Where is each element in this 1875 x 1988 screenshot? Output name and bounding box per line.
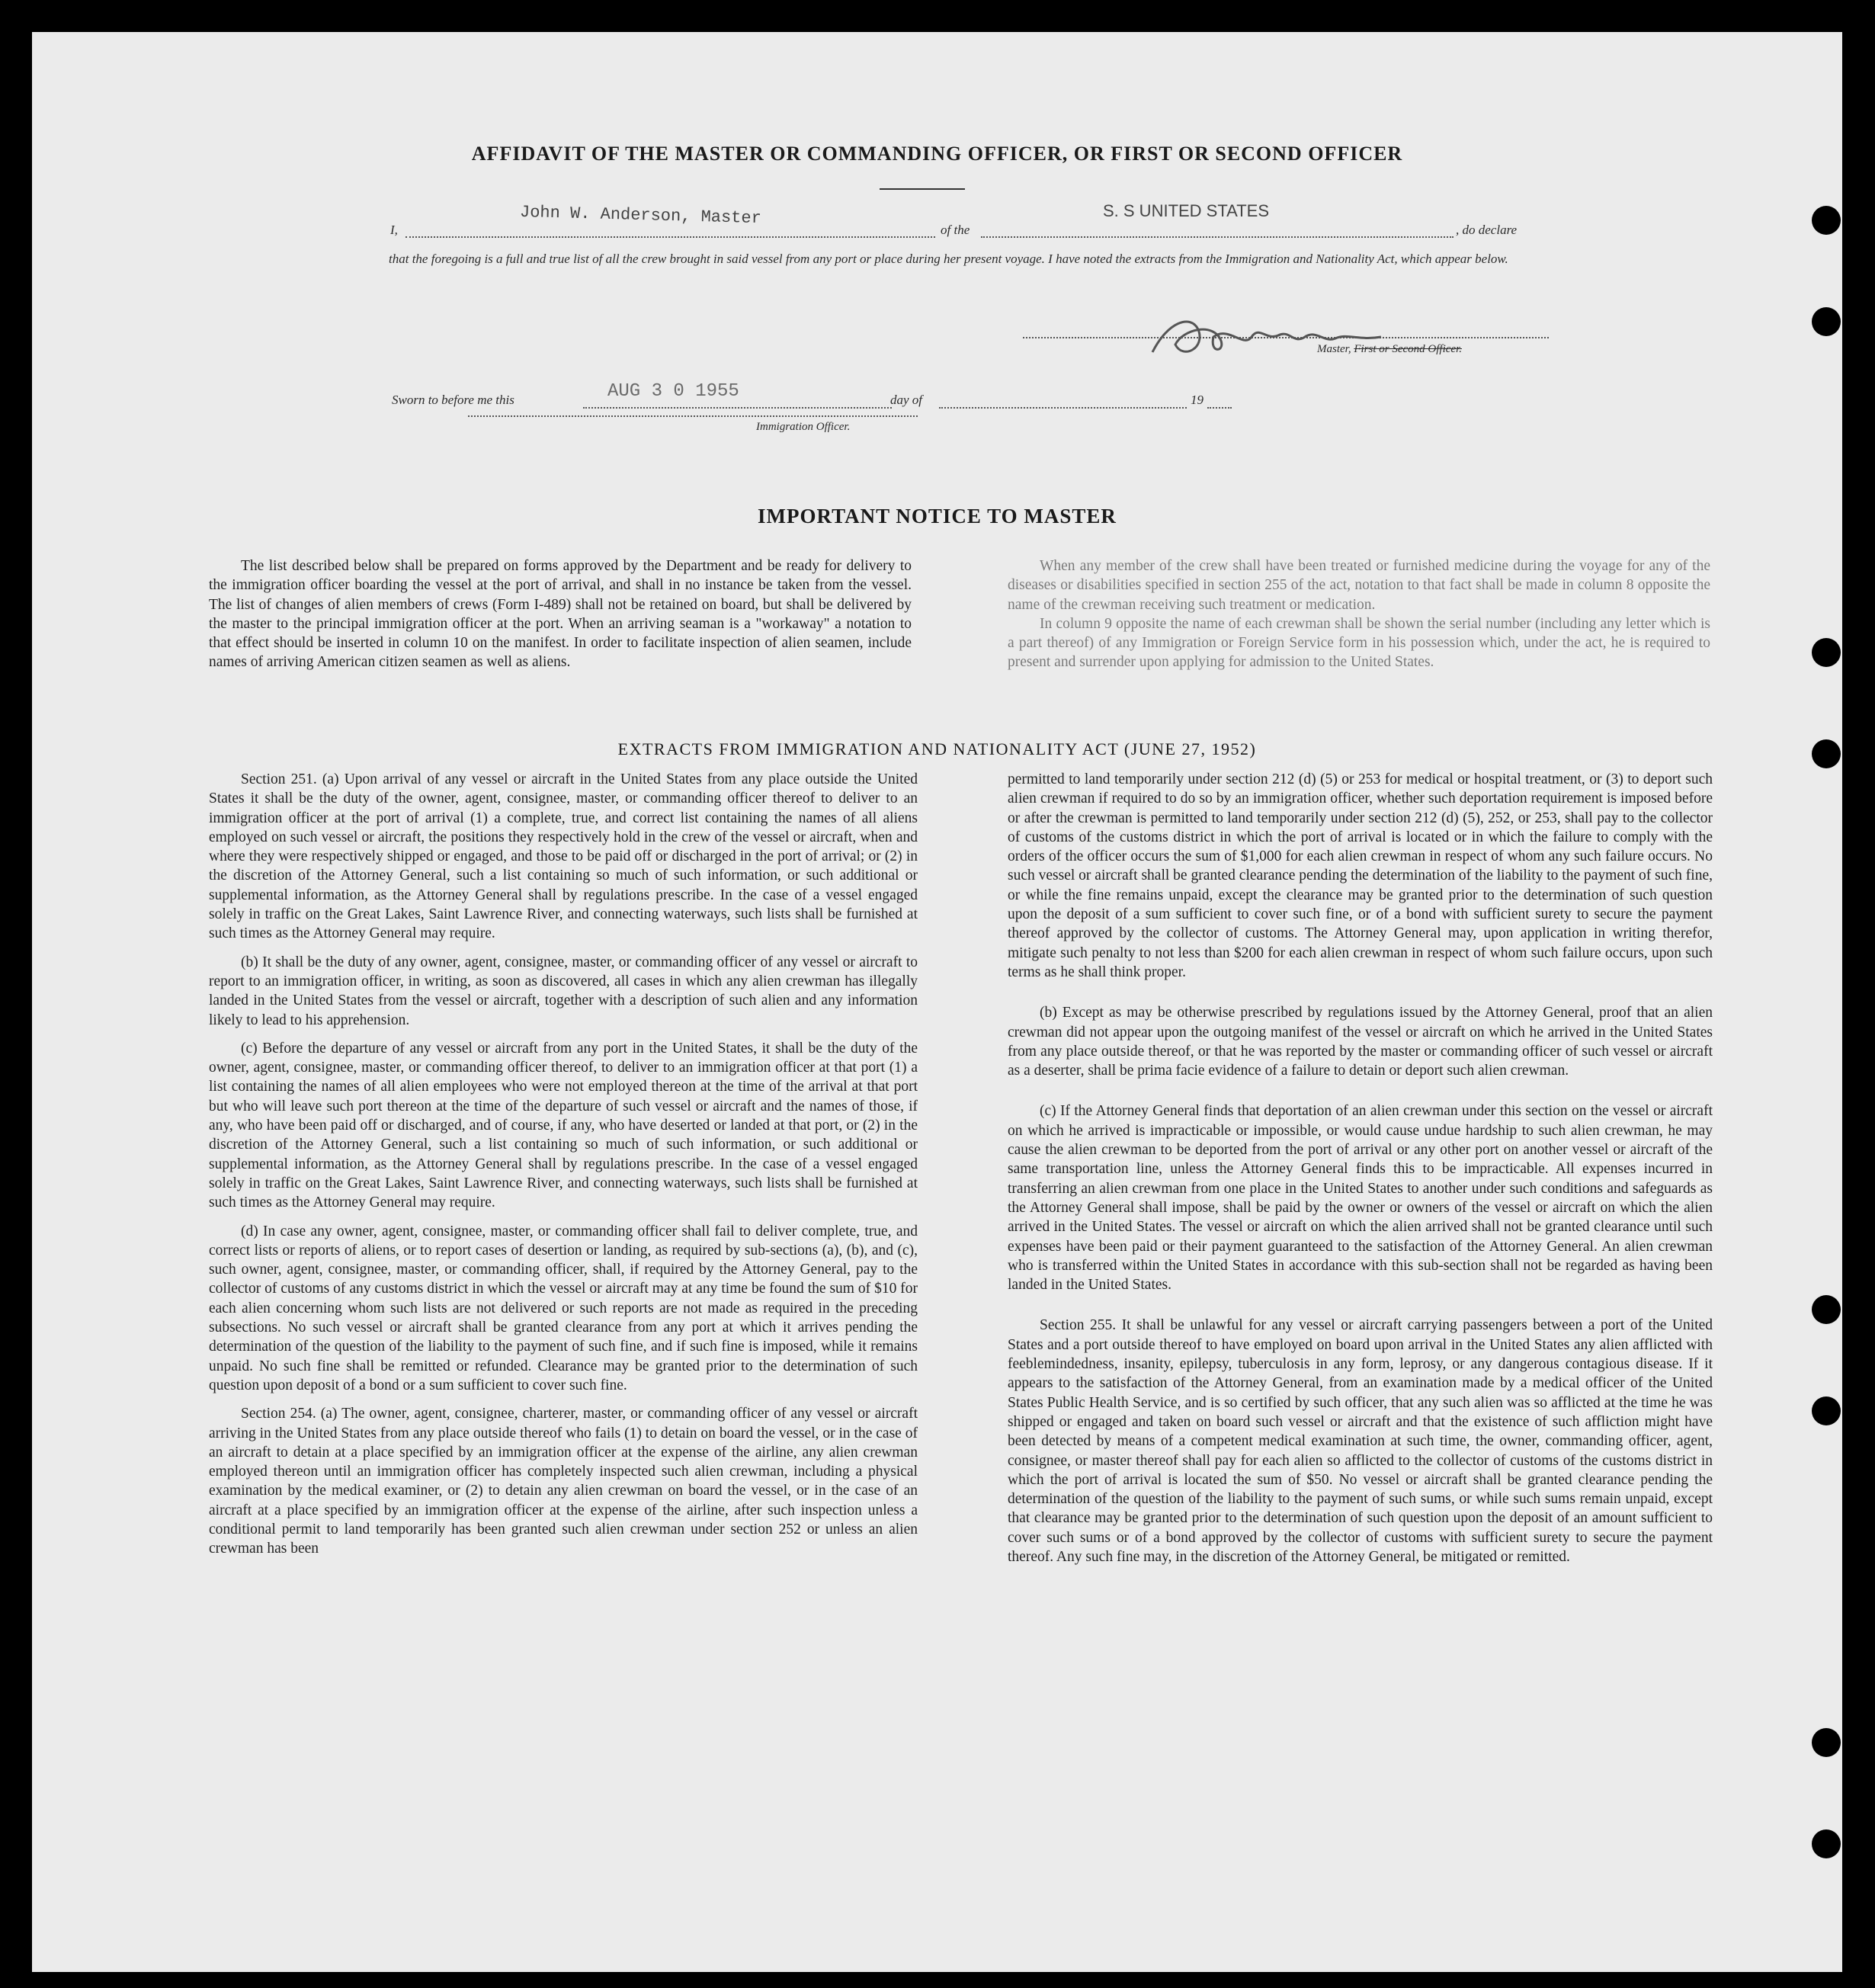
sworn-prefix: Sworn to before me this — [392, 393, 514, 407]
sworn-year-line — [1207, 407, 1232, 409]
notice-right-text-2: In column 9 opposite the name of each crewman shall be shown the serial number (including any letter which is a part thereof) of any Immigration or Foreign Service form in his possession which, under the act, he is required to present and surrender upon applying for admission to the United States. — [1008, 615, 1710, 671]
caption-master: Master, — [1317, 343, 1351, 355]
line1-suffix: , do declare — [1456, 223, 1518, 237]
extracts-left-column — [209, 770, 918, 1568]
declaration-text: that the foregoing is a full and true list of all the crew brought in said vessel from any port or place during her present voyage. I have noted the extracts from the Immigration and Nationality Act, which appear below. — [389, 252, 1508, 266]
name-blank-line — [405, 236, 935, 238]
notice-right-text-1: When any member of the crew shall have been treated or furnished medicine during the voyage for any of the diseases or disabilities specified in section 255 of the act, notation to that fact shall be made in column 8 opposite the name of the crewman receiving such treatment or medication. — [1008, 558, 1710, 613]
title-rule — [880, 188, 965, 190]
binder-hole — [1812, 638, 1841, 667]
sworn-date-stamp: AUG 3 0 1955 — [607, 381, 739, 402]
notice-right-column — [1008, 556, 1710, 681]
binder-hole — [1812, 1829, 1841, 1858]
notice-left-column — [209, 556, 912, 681]
section-254b: (b) Except as may be otherwise prescribed by regulations issued by the Attorney General, proof that an alien crewman did not appear upon the outgoing manifest of the vessel or aircraft on which he arrived in the United States from any place outside thereof, or that he was reported by the master or commanding officer of such vessel or aircraft as a deserter, shall be prima facie evidence of a failure to detain or deport such alien crewman. — [1008, 1005, 1713, 1079]
sworn-date-line — [583, 407, 892, 409]
binder-hole — [1812, 1295, 1841, 1324]
officer-caption: Immigration Officer. — [756, 421, 851, 433]
section-254c: (c) If the Attorney General finds that deportation of an alien crewman under this section on the vessel or aircraft on which he arrived is impracticable or impossible, or would cause undue hardship to such alien crewman, he may cause the alien crewman to be deported from the port of arrival or any other port on another vessel or aircraft of the same transportation line, unless the Attorney General finds this to be impracticable. All expenses incurred in transferring an alien crewman from one place in the United States to another under such conditions and safeguards as the Attorney General shall impose, shall be paid by the owner or owners of the vessel or aircraft on which the alien arrived in the United States. The vessel or aircraft on which the alien arrived shall not be granted clearance until such expenses have been paid or their payment guaranteed to the satisfaction of the Attorney General. An alien crewman who is transferred within the United States in accordance with this sub-section shall not be regarded as having been landed in the United States. — [1008, 1103, 1713, 1294]
section-251c: (c) Before the departure of any vessel or aircraft from any port in the United States, it shall be the duty of the owner, agent, consignee, master, or commanding officer thereof, to deliver to an immigration officer at that port (1) a list containing the names of all alien employees who were not employed thereon at the time of the arrival at that port but who will leave such port thereon at the time of the departure of such vessel or aircraft and the names of those, if any, who have been paid off or discharged, and of course, if any, who have deserted or landed at that port, or (2) in the discretion of the Attorney General, such a list containing so much of such information, or such additional or supplemental information, as the Attorney General shall by regulations prescribe. In the case of a vessel engaged solely in traffic on the Great Lakes, Saint Lawrence River, and connecting waterways, such lists shall be furnished at such times as the Attorney General may require. — [209, 1040, 918, 1211]
line1-prefix: I, — [390, 223, 398, 237]
affidavit-title: AFFIDAVIT OF THE MASTER OR COMMANDING OFFICER, OR FIRST OR SECOND OFFICER — [471, 143, 1403, 165]
notice-left-text: The list described below shall be prepared on forms approved by the Department and be ready for delivery to the immigration officer boarding the vessel at the port of arrival, and shall in no instance be taken from the vessel. The list of changes of alien members of crews (Form I-489) shall not be retained on board, but shall be delivered by the master to the principal immigration officer at the port. When an arriving seaman is a "workaway" a notation to that effect should be inserted in column 10 on the manifest. In order to facilitate inspection of alien seamen, include names of arriving American citizen seamen as well as aliens. — [209, 558, 912, 671]
section-251b: (b) It shall be the duty of any owner, agent, consignee, master, or commanding officer of any vessel or aircraft to report to an immigration officer, in writing, as soon as discovered, all cases in which any alien crewman has illegally landed in the United States from the vessel or aircraft, together with a description of such alien and any information likely to lead to his apprehension. — [209, 954, 918, 1028]
typed-vessel-name: S. S UNITED STATES — [1103, 201, 1269, 220]
line1-mid: of the — [941, 223, 970, 237]
extracts-title: EXTRACTS FROM IMMIGRATION AND NATIONALITY ACT (JUNE 27, 1952) — [617, 739, 1257, 758]
binder-hole — [1812, 206, 1841, 235]
signature-line — [1023, 337, 1549, 338]
section-251a: Section 251. (a) Upon arrival of any vessel or aircraft in the United States from any place outside the United States it shall be the duty of the owner, agent, consignee, master, or commanding officer thereof to deliver to an immigration officer at the port of arrival (1) a complete, true, and correct list containing the names of all aliens employed on such vessel or aircraft, the positions they respectively hold in the crew of the vessel or aircraft, when and where they were respectively shipped or engaged, and those to be paid off or discharged in the port of arrival; or (2) in the discretion of the Attorney General, such a list containing so much of such information, or such additional or supplemental information, as the Attorney General shall by regulations prescribe. In the case of a vessel engaged solely in traffic on the Great Lakes, Saint Lawrence River, and connecting waterways, such lists shall be furnished at such times as the Attorney General may require. — [209, 771, 918, 942]
document-page — [32, 32, 1842, 1972]
sworn-day-of: day of — [890, 393, 923, 407]
caption-struck: First or Second Officer. — [1354, 343, 1462, 355]
section-254a: Section 254. (a) The owner, agent, consignee, charterer, master, or commanding officer of any vessel or aircraft arriving in the United States from any place outside thereof who fails (1) to detain on board the vessel, or in the case of an aircraft to detain at a place specified by an immigration officer at the expense of the airline, any alien crewman employed thereon until an immigration officer has completely inspected such alien crewman, including a physical examination by the medical examiner, or (2) to detain any alien crewman on board the vessel, or in the case of an aircraft at a place specified by an immigration officer at the expense of the airline, after such inspection unless a conditional permit to land temporarily has been granted such alien crewman under section 252 or unless an alien crewman has been — [209, 1406, 918, 1557]
binder-hole — [1812, 307, 1841, 336]
extracts-right-column — [1008, 770, 1713, 1576]
binder-hole — [1812, 1728, 1841, 1757]
vessel-blank-line — [981, 236, 1454, 238]
sworn-month-line — [939, 407, 1187, 409]
binder-hole — [1812, 1396, 1841, 1425]
officer-signature-line — [468, 415, 918, 417]
signature-caption — [1317, 343, 1462, 356]
sworn-year: 19 — [1191, 393, 1204, 407]
typed-master-name: John W. Anderson, Master — [519, 202, 762, 229]
notice-title: IMPORTANT NOTICE TO MASTER — [758, 505, 1117, 527]
section-254a-continued: permitted to land temporarily under section 212 (d) (5) or 253 for medical or hospital treatment, or (3) to deport such alien crewman if required to do so by an immigration officer, whether such deportation requirement is imposed before or after the crewman is permitted to land temporarily under section 212 (d) (5), 252, or 253, shall pay to the collector of customs of the customs district in which the port of arrival is located or in which the failure to comply with the orders of the officer occurs the sum of $1,000 for each alien crewman in respect of whom any such failure occurs. No such vessel or aircraft shall be granted clearance pending the determination of the liability to the payment of such fine, or while the fine remains unpaid, except the clearance may be granted prior to the determination of such question upon the deposit of a sum sufficient to cover such fine, or of a bond with sufficient surety to secure the payment thereof approved by the collector of customs. The Attorney General may, upon application in writing therefor, mitigate such penalty to not less than $200 for each alien crewman in respect of whom such failure occurs, upon such terms as he shall think proper. — [1008, 771, 1713, 980]
section-251d: (d) In case any owner, agent, consignee, master, or commanding officer shall fail to deliver complete, true, and correct lists or reports of aliens, or to report cases of desertion or landing, as required by sub-sections (a), (b), and (c), such owner, agent, consignee, master, or commanding officer, shall, if required by the Attorney General, pay to the collector of customs of any customs district in which the vessel or aircraft may at any time be found the sum of $10 for each alien concerning whom such lists are not delivered or such reports are not made as required in the preceding subsections. No such vessel or aircraft shall be granted clearance from any port at which it arrives pending the determination of the question of the liability to the payment of such fine, and if such fine is imposed, while it remains unpaid. No such fine shall be remitted or refunded. Clearance may be granted prior to the determination of such question upon deposit of a bond or a sum sufficient to cover such fine. — [209, 1223, 918, 1393]
section-255: Section 255. It shall be unlawful for any vessel or aircraft carrying passengers between a port of the United States and a port outside thereof to have employed on board upon arrival in the United States any alien afflicted with feeblemindedness, insanity, epilepsy, tuberculosis in any form, leprosy, or any dangerous contagious disease. If it appears to the satisfaction of the Attorney General, from an examination made by a medical officer of the United States Public Health Service, and is so certified by such officer, that any such alien was so afflicted at the time he was shipped or engaged and taken on board such vessel or aircraft and that the existence of such affliction might have been detected by means of a competent medical examination at such time, the owner, commanding officer, agent, consignee, or master thereof shall pay for each alien so afflicted to the collector of customs of the customs district in which the port of arrival is located the sum of $50. No vessel or aircraft shall be granted clearance pending the determination of the question of the liability to the payment of such sums, or while such sums remain unpaid, except that clearance may be granted prior to the determination of such question upon the deposit of an amount sufficient to cover such sums or of a bond approved by the collector of customs with sufficient surety to secure the payment thereof. Any such fine may, in the discretion of the Attorney General, be mitigated or remitted. — [1008, 1317, 1713, 1565]
